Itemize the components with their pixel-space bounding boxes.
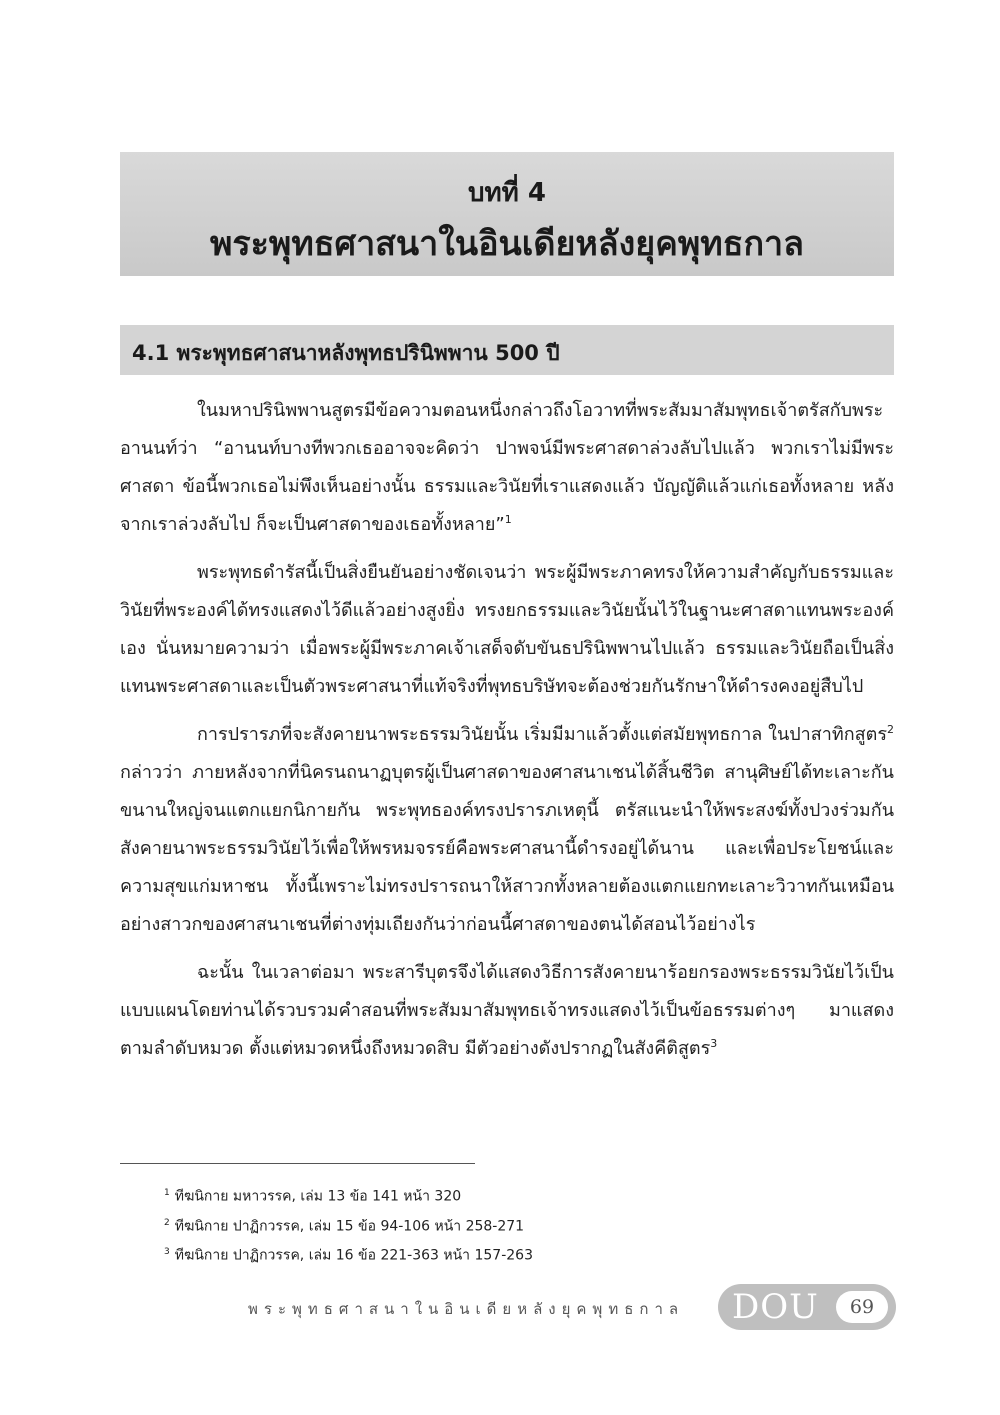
paragraph-3 xyxy=(120,716,894,944)
body-text xyxy=(120,392,894,1078)
paragraph-4 xyxy=(120,954,894,1068)
section-title: 4.1 พระพุทธศาสนาหลังพุทธปรินิพพาน 500 ปี xyxy=(132,341,560,365)
paragraph-text: พระพุทธดำรัสนี้เป็นสิ่งยืนยันอย่างชัดเจนว่า พระผู้มีพระภาคทรงให้ความสำคัญกับธรรมและวินัยที่พระองค์ได้ทรงแสดงไว้ดีแล้วอย่างสูงยิ่ง ทรงยกธรรมและวินัยนั้นไว้ในฐานะศาสดาแทนพระองค์เอง นั่นหมายความว่า เมื่อพระผู้มีพระภาคเจ้าเสด็จดับขันธปรินิพพานไปแล้ว ธรรมและวินัยถือเป็นสิ่งแทนพระศาสดาและเป็นตัวพระศาสนาที่แท้จริงที่พุทธบริษัทจะต้องช่วยกันรักษาให้ดำรงคงอยู่สืบไป xyxy=(120,562,894,697)
footnote-item xyxy=(164,1239,533,1269)
footnote-item xyxy=(164,1180,533,1210)
dou-logo: DOU xyxy=(732,1287,819,1327)
dou-badge xyxy=(718,1284,896,1330)
chapter-title: พระพุทธศาสนาในอินเดียหลังยุคพุทธกาล xyxy=(209,224,804,264)
footnote-text: ทีฆนิกาย ปาฏิกวรรค, เล่ม 15 ข้อ 94-106 หน้า 258-271 xyxy=(174,1218,525,1235)
footnotes xyxy=(164,1180,533,1269)
footnote-divider xyxy=(120,1163,475,1164)
paragraph-text: การปรารภที่จะสังคายนาพระธรรมวินัยนั้น เริ่มมีมาแล้วตั้งแต่สมัยพุทธกาล ในปาสาทิกสูตร xyxy=(197,724,887,745)
paragraph-text: กล่าวว่า ภายหลังจากที่นิครนถนาฏบุตรผู้เป็นศาสดาของศาสนาเชนได้สิ้นชีวิต สานุศิษย์ได้ทะเลาะกันขนานใหญ่จนแตกแยกนิกายกัน พระพุทธองค์ทรงปรารภเหตุนี้ ตรัสแนะนำให้พระสงฆ์ทั้งปวงร่วมกันสังคายนาพระธรรมวินัยไว้เพื่อให้พรหมจรรย์คือพระศาสนานี้ดำรงอยู่ได้นาน และเพื่อประโยชน์และความสุขแก่มหาชน ทั้งนี้เพราะไม่ทรงปรารถนาให้สาวกทั้งหลายต้องแตกแยกทะเลาะวิวาทกันเหมือนอย่างสาวกของศาสนาเชนที่ต่างทุ่มเถียงกันว่าก่อนนี้ศาสดาของตนได้สอนไว้อย่างไร xyxy=(120,762,894,935)
footnote-marker: 3 xyxy=(710,1037,718,1050)
paragraph-2 xyxy=(120,554,894,706)
chapter-header xyxy=(120,152,894,276)
footnote-number: 1 xyxy=(164,1188,170,1198)
footnote-text: ทีฆนิกาย มหาวรรค, เล่ม 13 ข้อ 141 หน้า 320 xyxy=(174,1188,462,1205)
page-number: 69 xyxy=(836,1291,888,1323)
footnote-item xyxy=(164,1210,533,1240)
paragraph-text: ในมหาปรินิพพานสูตรมีข้อความตอนหนึ่งกล่าวถึงโอวาทที่พระสัมมาสัมพุทธเจ้าตรัสกับพระอานนท์ว่า “อานนท์บางทีพวกเธออาจจะคิดว่า ปาพจน์มีพระศาสดาล่วงลับไปแล้ว พวกเราไม่มีพระศาสดา ข้อนี้พวกเธอไม่พึงเห็นอย่างนั้น ธรรมและวินัยที่เราแสดงแล้ว บัญญัติแล้วแก่เธอทั้งหลาย หลังจากเราล่วงลับไป ก็จะเป็นศาสดาของเธอทั้งหลาย” xyxy=(120,400,894,535)
footnote-number: 2 xyxy=(164,1217,170,1228)
paragraph-text: ฉะนั้น ในเวลาต่อมา พระสารีบุตรจึงได้แสดงวิธีการสังคายนาร้อยกรองพระธรรมวินัยไว้เป็นแบบแผนโดยท่านได้รวบรวมคำสอนที่พระสัมมาสัมพุทธเจ้าทรงแสดงไว้เป็นข้อธรรมต่างๆ มาแสดงตามลำดับหมวด ตั้งแต่หมวดหนึ่งถึงหมวดสิบ มีตัวอย่างดังปรากฏในสังคีติสูตร xyxy=(120,962,894,1059)
footnote-text: ทีฆนิกาย ปาฏิกวรรค, เล่ม 16 ข้อ 221-363 หน้า 157-263 xyxy=(174,1247,533,1264)
paragraph-1 xyxy=(120,392,894,544)
footnote-marker: 1 xyxy=(504,513,512,526)
running-title: พระพุทธศาสนาในอินเดียหลังยุคพุทธกาล xyxy=(248,1300,685,1318)
footnote-number: 3 xyxy=(164,1247,170,1258)
chapter-label: บทที่ 4 xyxy=(468,178,546,208)
section-header xyxy=(120,325,894,375)
footnote-marker: 2 xyxy=(887,723,894,736)
